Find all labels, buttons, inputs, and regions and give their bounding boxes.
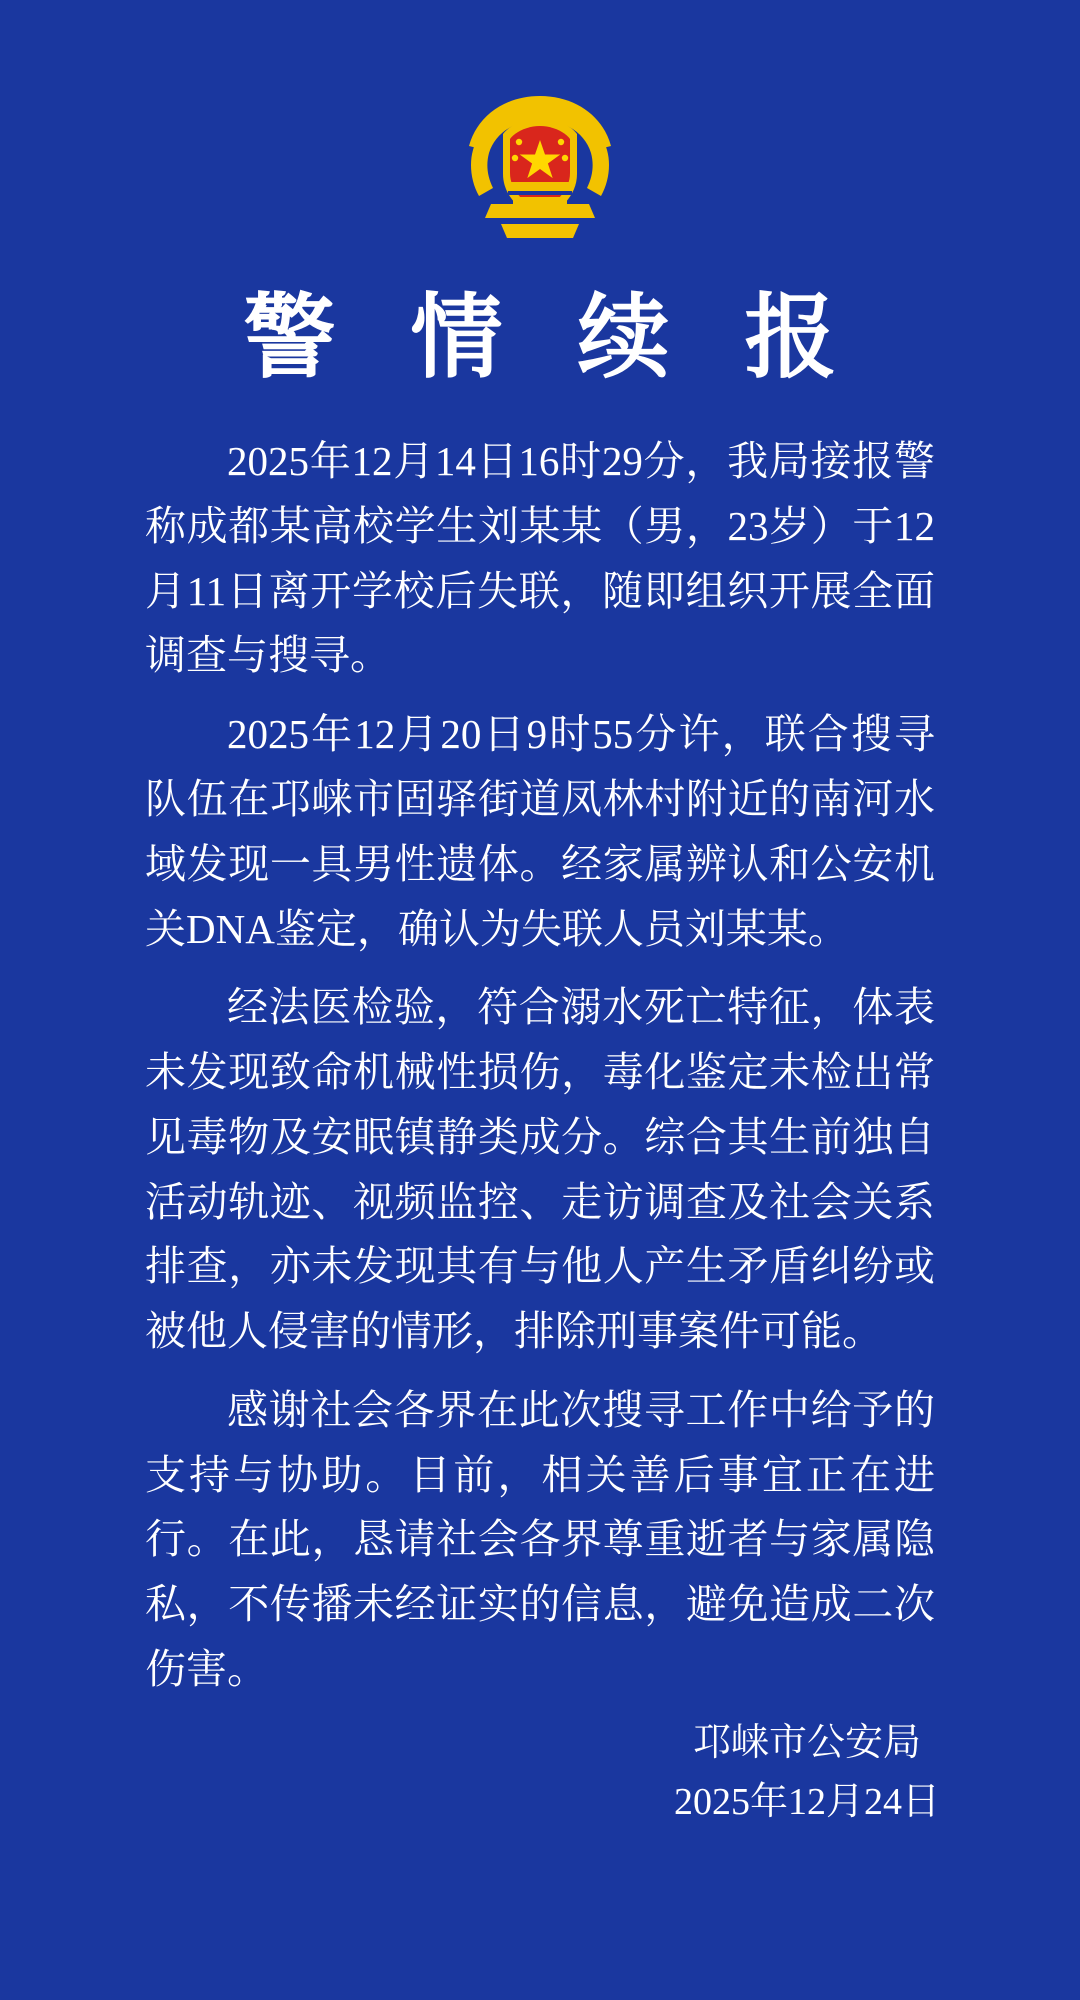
paragraph-2: 2025年12月20日9时55分许，联合搜寻队伍在邛崃市固驿街道凤林村附近的南河水域发现一具男性遗体。经家属辨认和公安机关DNA鉴定，确认为失联人员刘某某。	[145, 711, 935, 952]
paragraph-3: 经法医检验，符合溺水死亡特征，体表未发现致命机械性损伤，毒化鉴定未检出常见毒物及安眠镇静类成分。综合其生前独自活动轨迹、视频监控、走访调查及社会关系排查，亦未发现其有与他人产生矛盾纠纷或被他人侵害的情形，排除刑事案件可能。	[145, 984, 935, 1355]
paragraph-1: 2025年12月14日16时29分，我局接报警称成都某高校学生刘某某（男，23岁）于12月11日离开学校后失联，随即组织开展全面调查与搜寻。	[145, 438, 935, 679]
page-title: 警 情 续 报	[243, 287, 863, 389]
signature-date: 2025年12月24日	[673, 1781, 940, 1824]
signature-issuer: 邛崃市公安局	[692, 1722, 921, 1765]
notice-body	[145, 429, 935, 1716]
paragraph-4: 感谢社会各界在此次搜寻工作中给予的支持与协助。目前，相关善后事宜正在进行。在此，恳请社会各界尊重逝者与家属隐私，不传播未经证实的信息，避免造成二次伤害。	[145, 1386, 935, 1692]
signature-block	[674, 1714, 940, 1832]
china-police-emblem	[445, 78, 635, 258]
